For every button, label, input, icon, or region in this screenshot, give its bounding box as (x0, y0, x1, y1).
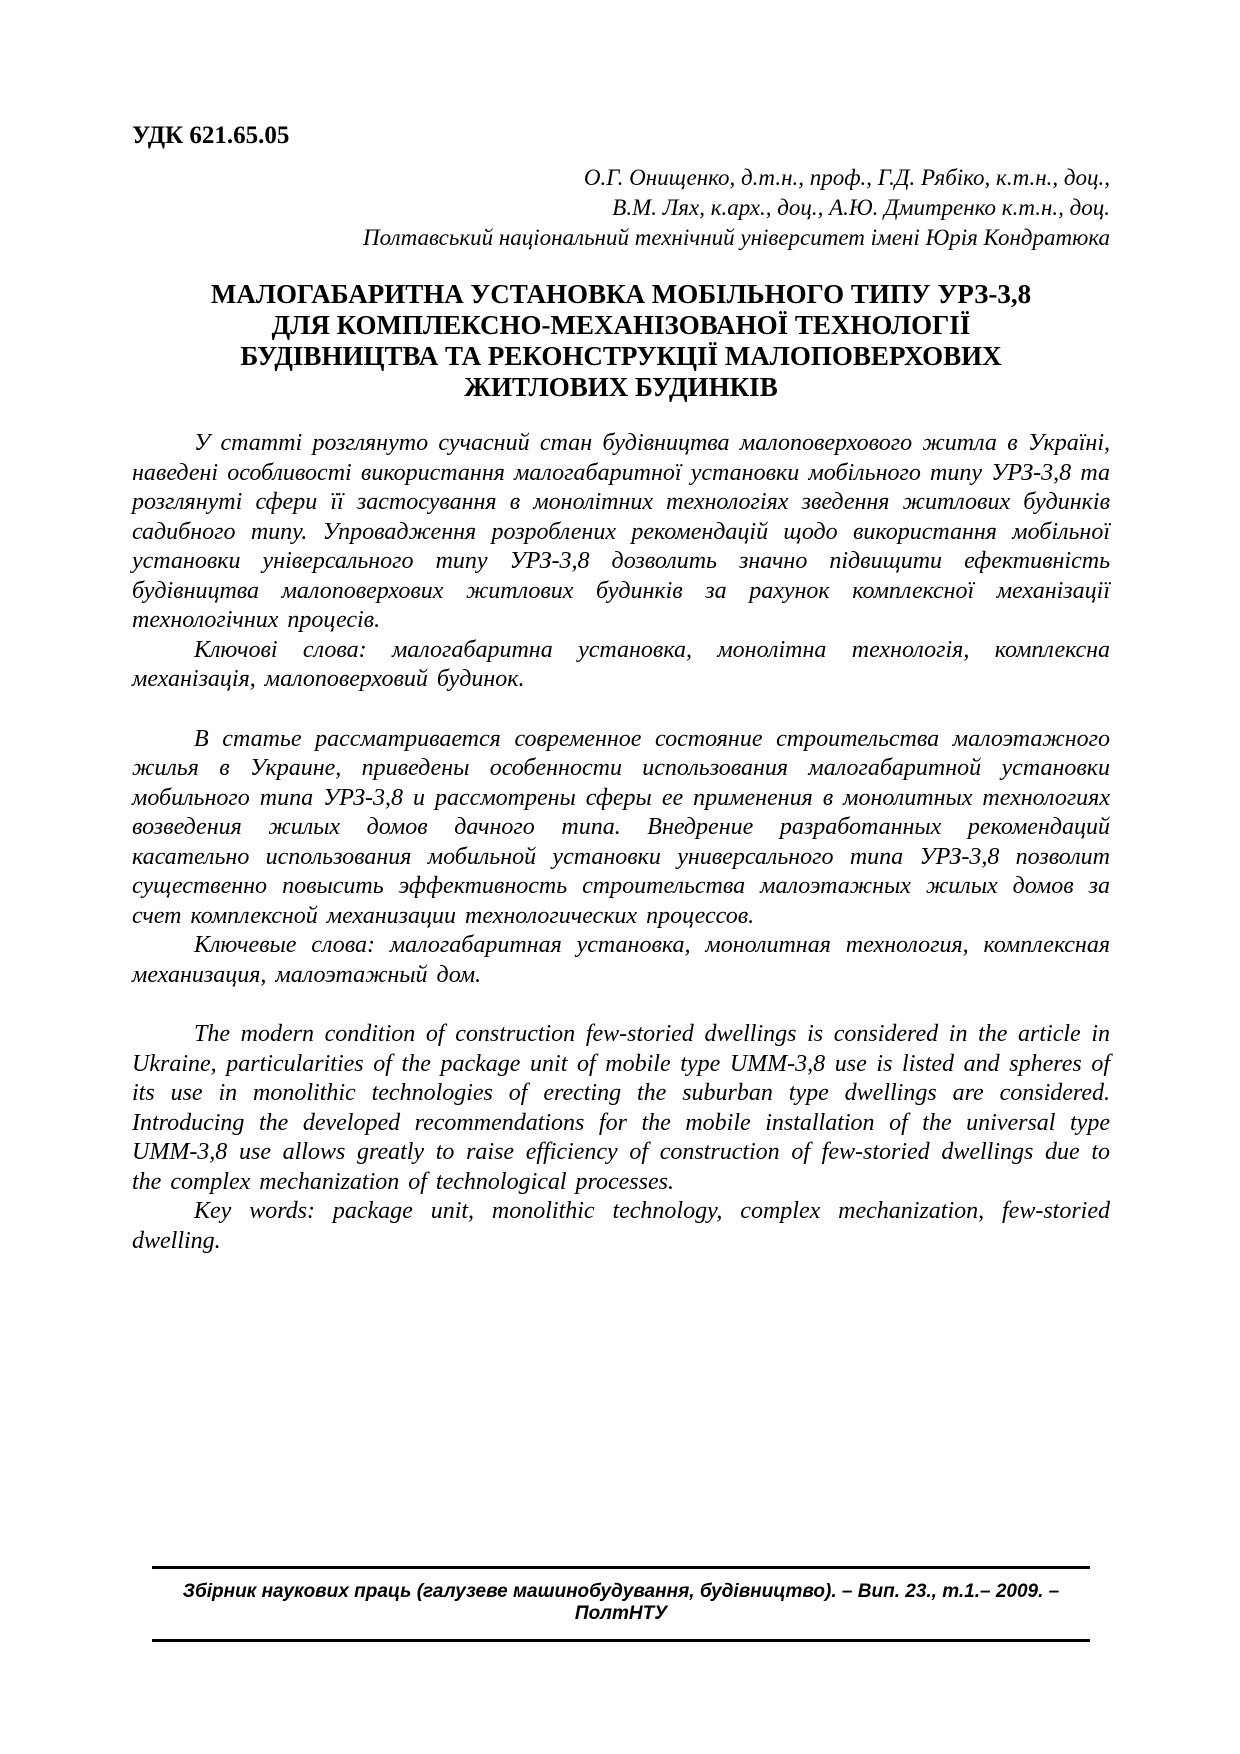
author-line-2: В.М. Лях, к.арх., доц., А.Ю. Дмитренко к.т.н., доц. (612, 195, 1110, 220)
abstract-ukrainian: У статті розглянуто сучасний стан будівництва малоповерхового житла в Україні, наведені особливості використання малогабаритної установки мобільного типу УРЗ-3,8 та розглянуті сфери її застосування в монолітних технологіях зведення житлових будинків садибного типу. Упровадження розроблених рекомендацій щодо використання мобільної установки універсального типу УРЗ-3,8 дозволить значно підвищити ефективність будівництва малоповерхових житлових будинків за рахунок комплексної механізації технологічних процесів. (132, 430, 1110, 633)
authors-block (132, 163, 1110, 253)
abstract-russian: В статье рассматривается современное состояние строительства малоэтажного жилья в Украине, приведены особенности использования малогабаритной установки мобильного типа УРЗ-3,8 и рассмотрены сферы ее применения в монолитных технологиях возведения жилых домов дачного типа. Внедрение разработанных рекомендаций касательно использования мобильной установки универсального типа УРЗ-3,8 позволит существенно повысить эффективность строительства малоэтажных жилых домов за счет комплексной механизации технологических процессов. (132, 725, 1110, 929)
udc-code: УДК 621.65.05 (132, 122, 290, 149)
keywords-english: Key words: package unit, monolithic technology, complex mechanization, few-storied dwelling. (132, 1198, 1110, 1254)
article-title (132, 279, 1110, 403)
article-title-line-4: ЖИТЛОВИХ БУДИНКІВ (464, 372, 778, 402)
journal-footer (152, 1566, 1090, 1642)
article-title-line-3: БУДІВНИЦТВА ТА РЕКОНСТРУКЦІЇ МАЛОПОВЕРХОВИХ (240, 341, 1002, 371)
article-title-line-2: ДЛЯ КОМПЛЕКСНО-МЕХАНІЗОВАНОЇ ТЕХНОЛОГІЇ (271, 310, 971, 340)
author-line-1: О.Г. Онищенко, д.т.н., проф., Г.Д. Рябіко, к.т.н., доц., (583, 165, 1110, 190)
keywords-russian: Ключевые слова: малогабаритная установка, монолитная технология, комплексная механизация, малоэтажный дом. (132, 932, 1110, 988)
article-title-line-1: МАЛОГАБАРИТНА УСТАНОВКА МОБІЛЬНОГО ТИПУ УРЗ-3,8 (210, 279, 1032, 309)
journal-footer-text: Збірник наукових праць (галузеве машинобудування, будівництво). – Вип. 23., т.1.– 2009. – ПолтНТУ (182, 1581, 1060, 1624)
affiliation: Полтавський національний технічний університет імені Юрія Кондратюка (363, 225, 1110, 250)
keywords-ukrainian: Ключові слова: малогабаритна установка, монолітна технологія, комплексна механізація, малоповерховий будинок. (132, 636, 1110, 692)
abstract-english: The modern condition of construction few-storied dwellings is considered in the article in Ukraine, particularities of the package unit of mobile type UMM-3,8 use is listed and spheres of its use in monolithic technologies of erecting the suburban type dwellings are considered. Introducing the developed recommendations for the mobile installation of the universal type UMM-3,8 use allows greatly to raise efficiency of construction of few-storied dwellings due to the complex mechanization of technological processes. (132, 1021, 1110, 1195)
